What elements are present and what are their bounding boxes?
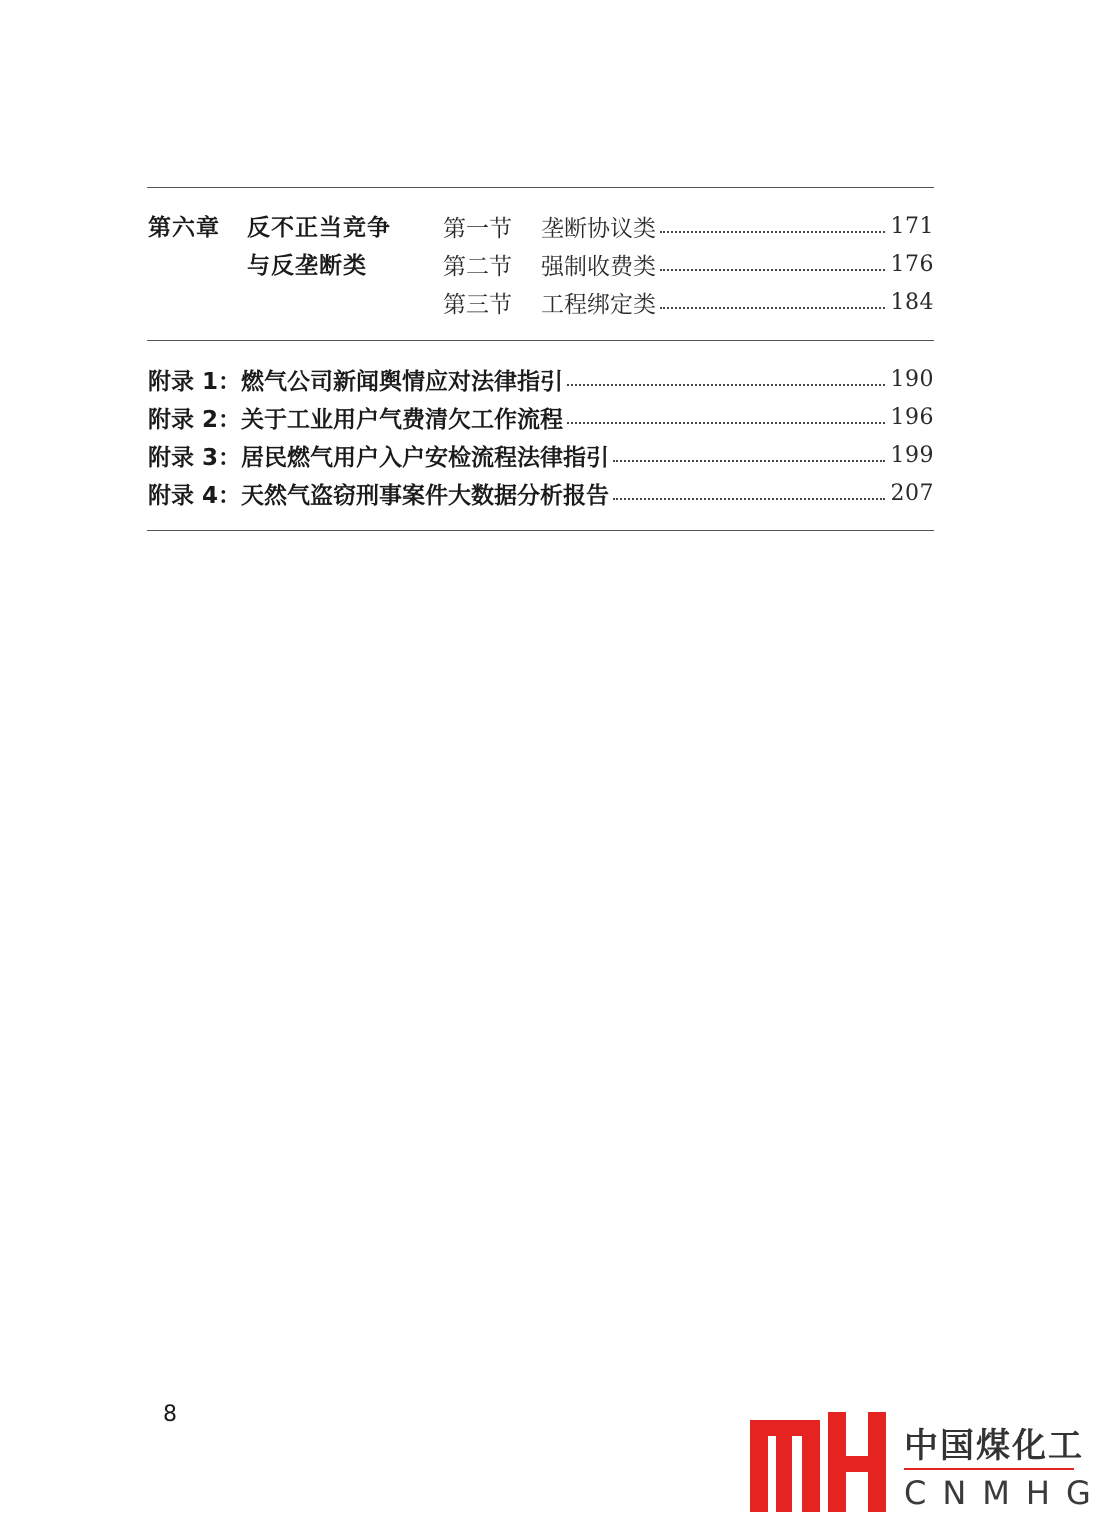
dot-leader — [567, 405, 884, 429]
appendix-label: 附录 4： — [148, 482, 242, 509]
page-number: 184 — [890, 289, 934, 315]
section-name: 垄断协议类 — [541, 215, 656, 242]
section-number: 第二节 — [443, 253, 512, 280]
toc-section-entry[interactable] — [443, 207, 934, 245]
section-number: 第三节 — [443, 291, 512, 318]
toc-section-entry[interactable] — [443, 245, 934, 283]
logo-divider — [904, 1468, 1074, 1470]
chapter-name — [247, 209, 417, 285]
appendix-name: 燃气公司新闻舆情应对法律指引 — [241, 368, 564, 395]
dot-leader — [660, 252, 885, 276]
dot-leader — [567, 367, 884, 391]
dot-leader — [660, 214, 885, 238]
page-number: 190 — [890, 366, 934, 392]
toc-appendix-entry[interactable] — [148, 360, 934, 398]
chapter-name-line-1: 反不正当竞争 — [247, 215, 391, 241]
page-number: 199 — [890, 442, 934, 468]
toc-appendix-entry[interactable] — [148, 398, 934, 436]
top-rule — [147, 187, 934, 188]
dot-leader — [613, 443, 884, 467]
page-folio: 8 — [163, 1402, 177, 1427]
chapter-title: 第六章 — [148, 215, 220, 241]
page-number: 196 — [890, 404, 934, 430]
appendix-label: 附录 1： — [148, 368, 242, 395]
toc-section-entry[interactable] — [443, 283, 934, 321]
dot-leader — [613, 481, 884, 505]
section-name: 强制收费类 — [541, 253, 656, 280]
appendix-name: 关于工业用户气费清欠工作流程 — [241, 406, 564, 433]
chapter-name-line-2: 与反垄断类 — [247, 253, 367, 279]
logo-text-cn: 中国煤化工 — [904, 1426, 1084, 1466]
dot-leader — [660, 290, 885, 314]
logo-text-en: CNMHG — [904, 1474, 1107, 1512]
toc-appendix-entry[interactable] — [148, 436, 934, 474]
page-number: 171 — [890, 213, 934, 239]
bottom-rule — [147, 530, 934, 531]
appendix-name: 天然气盗窃刑事案件大数据分析报告 — [241, 482, 610, 509]
appendix-label: 附录 2： — [148, 406, 242, 433]
watermark-logo — [748, 1412, 1107, 1516]
section-number: 第一节 — [443, 215, 512, 242]
page-number: 207 — [890, 480, 934, 506]
appendix-label: 附录 3： — [148, 444, 242, 471]
mh-logo-icon — [748, 1412, 890, 1514]
page-number: 176 — [890, 251, 934, 277]
section-name: 工程绑定类 — [541, 291, 656, 318]
toc-appendix-entry[interactable] — [148, 474, 934, 512]
middle-rule — [147, 340, 934, 341]
appendix-name: 居民燃气用户入户安检流程法律指引 — [241, 444, 610, 471]
